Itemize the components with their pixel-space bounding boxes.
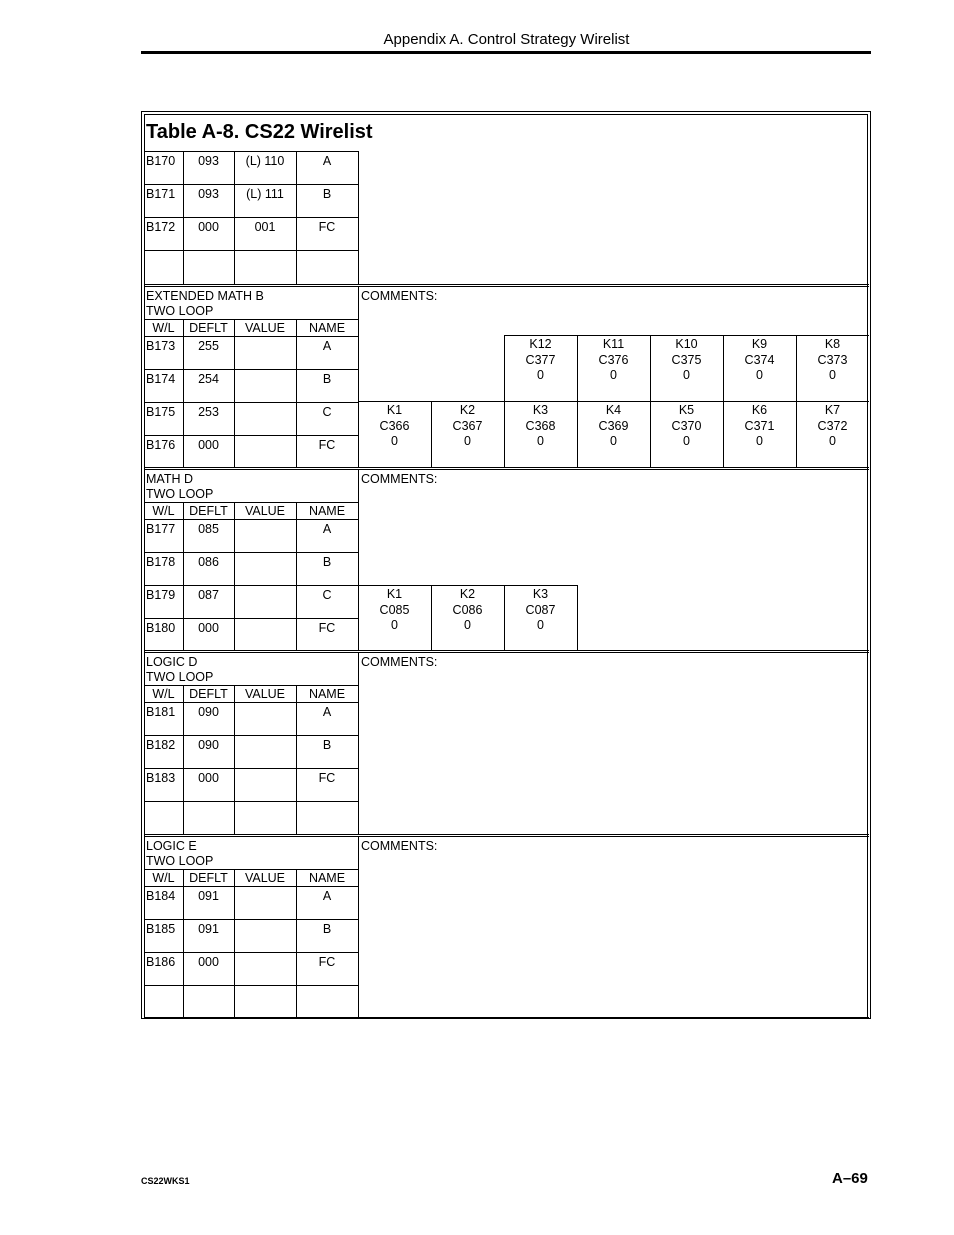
wl-cell: B170 xyxy=(146,154,176,168)
block-separator xyxy=(144,652,869,653)
deflt-cell: 093 xyxy=(198,154,219,168)
row-line xyxy=(144,552,358,553)
block-title: EXTENDED MATH B xyxy=(146,289,264,303)
column-line xyxy=(296,151,297,284)
row-line xyxy=(144,768,358,769)
constant-address: C367 xyxy=(452,418,483,433)
name-cell: B xyxy=(322,738,332,752)
name-header: NAME xyxy=(308,871,346,885)
constant-id: K4 xyxy=(605,403,622,417)
constant-address: C087 xyxy=(525,602,556,617)
name-cell: FC xyxy=(318,621,336,635)
comments-label: COMMENTS: xyxy=(361,289,438,303)
wl-header: W/L xyxy=(152,871,175,885)
header-line xyxy=(144,685,358,686)
wl-cell: B185 xyxy=(146,922,176,936)
header-line xyxy=(144,702,358,703)
wl-cell: B176 xyxy=(146,438,176,452)
deflt-cell: 093 xyxy=(198,187,219,201)
wl-cell: B183 xyxy=(146,771,176,785)
wl-cell: B179 xyxy=(146,588,176,602)
deflt-cell: 086 xyxy=(198,555,219,569)
wl-cell: B181 xyxy=(146,705,176,719)
table-title: Table A-8. CS22 Wirelist xyxy=(146,121,373,143)
constant-value: 0 xyxy=(537,368,544,382)
deflt-cell: 000 xyxy=(198,771,219,785)
wl-cell: B174 xyxy=(146,372,176,386)
constant-value: 0 xyxy=(391,434,398,448)
constant-address: C376 xyxy=(598,352,629,367)
header-line xyxy=(144,869,358,870)
constant-address: C370 xyxy=(671,418,702,433)
constant-id: K2 xyxy=(459,587,476,601)
column-line xyxy=(234,685,235,834)
constant-id: K12 xyxy=(529,337,552,351)
deflt-cell: 000 xyxy=(198,621,219,635)
block-subtitle: TWO LOOP xyxy=(146,304,214,318)
name-cell: FC xyxy=(318,955,336,969)
constant-id: K3 xyxy=(532,403,549,417)
constant-address: C085 xyxy=(379,602,410,617)
deflt-cell: 255 xyxy=(198,339,219,353)
block-title: LOGIC D xyxy=(146,655,198,669)
constant-address: C371 xyxy=(744,418,775,433)
deflt-cell: 091 xyxy=(198,889,219,903)
row-line xyxy=(144,435,358,436)
constant-line xyxy=(358,585,577,586)
row-line xyxy=(144,402,358,403)
constant-line xyxy=(577,585,578,650)
constant-value: 0 xyxy=(756,434,763,448)
constant-value: 0 xyxy=(610,434,617,448)
column-line xyxy=(234,869,235,1017)
row-line xyxy=(144,735,358,736)
row-line xyxy=(144,250,358,251)
wl-cell: B184 xyxy=(146,889,176,903)
constant-cell xyxy=(577,337,650,384)
wl-cell: B173 xyxy=(146,339,176,353)
deflt-cell: 087 xyxy=(198,588,219,602)
deflt-cell: 090 xyxy=(198,738,219,752)
wl-cell: B177 xyxy=(146,522,176,536)
deflt-header: DEFLT xyxy=(189,687,228,701)
constant-id: K1 xyxy=(386,403,403,417)
constant-cell xyxy=(650,403,723,450)
name-cell: FC xyxy=(318,220,336,234)
block-separator xyxy=(144,650,869,651)
constant-cell xyxy=(504,337,577,384)
constant-value: 0 xyxy=(464,618,471,632)
deflt-header: DEFLT xyxy=(189,871,228,885)
deflt-header: DEFLT xyxy=(189,504,228,518)
constant-value: 0 xyxy=(756,368,763,382)
constant-address: C366 xyxy=(379,418,410,433)
row-line xyxy=(144,151,358,152)
wl-header: W/L xyxy=(152,321,175,335)
column-line xyxy=(234,502,235,650)
wl-header: W/L xyxy=(152,687,175,701)
constant-value: 0 xyxy=(829,434,836,448)
constant-id: K6 xyxy=(751,403,768,417)
constant-id: K9 xyxy=(751,337,768,351)
row-line xyxy=(144,952,358,953)
block-subtitle: TWO LOOP xyxy=(146,670,214,684)
footer-code: CS22WKS1 xyxy=(141,1176,190,1186)
constant-cell xyxy=(358,403,431,450)
deflt-header: DEFLT xyxy=(189,321,228,335)
name-cell: A xyxy=(322,154,332,168)
header-rule xyxy=(141,51,871,54)
constant-address: C086 xyxy=(452,602,483,617)
row-line xyxy=(144,919,358,920)
header-line xyxy=(144,319,358,320)
row-line xyxy=(144,985,358,986)
column-line xyxy=(183,151,184,284)
name-cell: B xyxy=(322,372,332,386)
deflt-cell: 000 xyxy=(198,955,219,969)
comments-label: COMMENTS: xyxy=(361,472,438,486)
constant-cell xyxy=(504,403,577,450)
value-cell: (L) 110 xyxy=(245,154,285,168)
column-line xyxy=(358,151,359,284)
constant-cell xyxy=(431,587,504,634)
wl-cell: B178 xyxy=(146,555,176,569)
column-line xyxy=(358,836,359,1017)
wl-cell: B182 xyxy=(146,738,176,752)
constant-address: C369 xyxy=(598,418,629,433)
constant-id: K7 xyxy=(824,403,841,417)
block-title: MATH D xyxy=(146,472,193,486)
name-header: NAME xyxy=(308,687,346,701)
block-separator xyxy=(144,284,869,285)
name-header: NAME xyxy=(308,504,346,518)
constant-value: 0 xyxy=(829,368,836,382)
name-cell: C xyxy=(322,588,332,602)
constant-cell xyxy=(723,403,796,450)
constant-cell xyxy=(723,337,796,384)
name-cell: A xyxy=(322,339,332,353)
constant-line xyxy=(358,401,869,402)
value-cell: (L) 111 xyxy=(246,187,284,201)
constant-value: 0 xyxy=(537,618,544,632)
deflt-cell: 091 xyxy=(198,922,219,936)
row-line xyxy=(144,369,358,370)
constant-cell xyxy=(358,587,431,634)
wl-cell: B175 xyxy=(146,405,176,419)
deflt-cell: 254 xyxy=(198,372,219,386)
deflt-cell: 253 xyxy=(198,405,219,419)
name-cell: B xyxy=(322,187,332,201)
constant-id: K3 xyxy=(532,587,549,601)
name-cell: FC xyxy=(318,438,336,452)
constant-address: C374 xyxy=(744,352,775,367)
constant-cell xyxy=(796,403,869,450)
constant-id: K10 xyxy=(675,337,698,351)
row-line xyxy=(144,217,358,218)
header-line xyxy=(144,886,358,887)
wl-header: W/L xyxy=(152,504,175,518)
deflt-cell: 085 xyxy=(198,522,219,536)
block-separator xyxy=(144,469,869,470)
constant-value: 0 xyxy=(683,368,690,382)
column-line xyxy=(358,652,359,834)
block-separator xyxy=(144,467,869,468)
constant-id: K8 xyxy=(824,337,841,351)
comments-label: COMMENTS: xyxy=(361,839,438,853)
value-cell: 001 xyxy=(254,220,276,234)
constant-id: K11 xyxy=(602,337,625,351)
wl-cell: B172 xyxy=(146,220,176,234)
wl-cell: B180 xyxy=(146,621,176,635)
column-line xyxy=(234,151,235,284)
block-separator xyxy=(144,834,869,835)
table-bottom-line xyxy=(144,1017,869,1018)
constant-value: 0 xyxy=(464,434,471,448)
constant-id: K5 xyxy=(678,403,695,417)
deflt-cell: 090 xyxy=(198,705,219,719)
constant-cell xyxy=(577,403,650,450)
deflt-cell: 000 xyxy=(198,220,219,234)
block-subtitle: TWO LOOP xyxy=(146,487,214,501)
constant-id: K1 xyxy=(386,587,403,601)
header-line xyxy=(144,336,358,337)
block-subtitle: TWO LOOP xyxy=(146,854,214,868)
name-cell: A xyxy=(322,889,332,903)
constant-value: 0 xyxy=(391,618,398,632)
constant-cell xyxy=(796,337,869,384)
value-header: VALUE xyxy=(244,504,286,518)
constant-cell xyxy=(504,587,577,634)
block-separator xyxy=(144,836,869,837)
constant-cell xyxy=(650,337,723,384)
block-title: LOGIC E xyxy=(146,839,197,853)
name-cell: A xyxy=(322,522,332,536)
constant-address: C377 xyxy=(525,352,556,367)
deflt-cell: 000 xyxy=(198,438,219,452)
value-header: VALUE xyxy=(244,871,286,885)
name-cell: A xyxy=(322,705,332,719)
constant-value: 0 xyxy=(537,434,544,448)
constant-value: 0 xyxy=(683,434,690,448)
page-header-title: Appendix A. Control Strategy Wirelist xyxy=(383,31,630,48)
constant-value: 0 xyxy=(610,368,617,382)
header-line xyxy=(144,519,358,520)
name-cell: B xyxy=(322,555,332,569)
comments-label: COMMENTS: xyxy=(361,655,438,669)
row-line xyxy=(144,618,358,619)
row-line xyxy=(144,801,358,802)
page-number: A–69 xyxy=(832,1170,868,1187)
constant-cell xyxy=(431,403,504,450)
name-cell: B xyxy=(322,922,332,936)
row-line xyxy=(144,184,358,185)
name-cell: C xyxy=(322,405,332,419)
name-header: NAME xyxy=(308,321,346,335)
wl-cell: B171 xyxy=(146,187,176,201)
constant-address: C373 xyxy=(817,352,848,367)
wl-cell: B186 xyxy=(146,955,176,969)
value-header: VALUE xyxy=(244,321,286,335)
row-line xyxy=(144,585,358,586)
constant-address: C372 xyxy=(817,418,848,433)
column-line xyxy=(234,319,235,467)
constant-address: C375 xyxy=(671,352,702,367)
block-separator xyxy=(144,286,869,287)
constant-address: C368 xyxy=(525,418,556,433)
value-header: VALUE xyxy=(244,687,286,701)
header-line xyxy=(144,502,358,503)
name-cell: FC xyxy=(318,771,336,785)
constant-line xyxy=(504,335,869,336)
constant-id: K2 xyxy=(459,403,476,417)
